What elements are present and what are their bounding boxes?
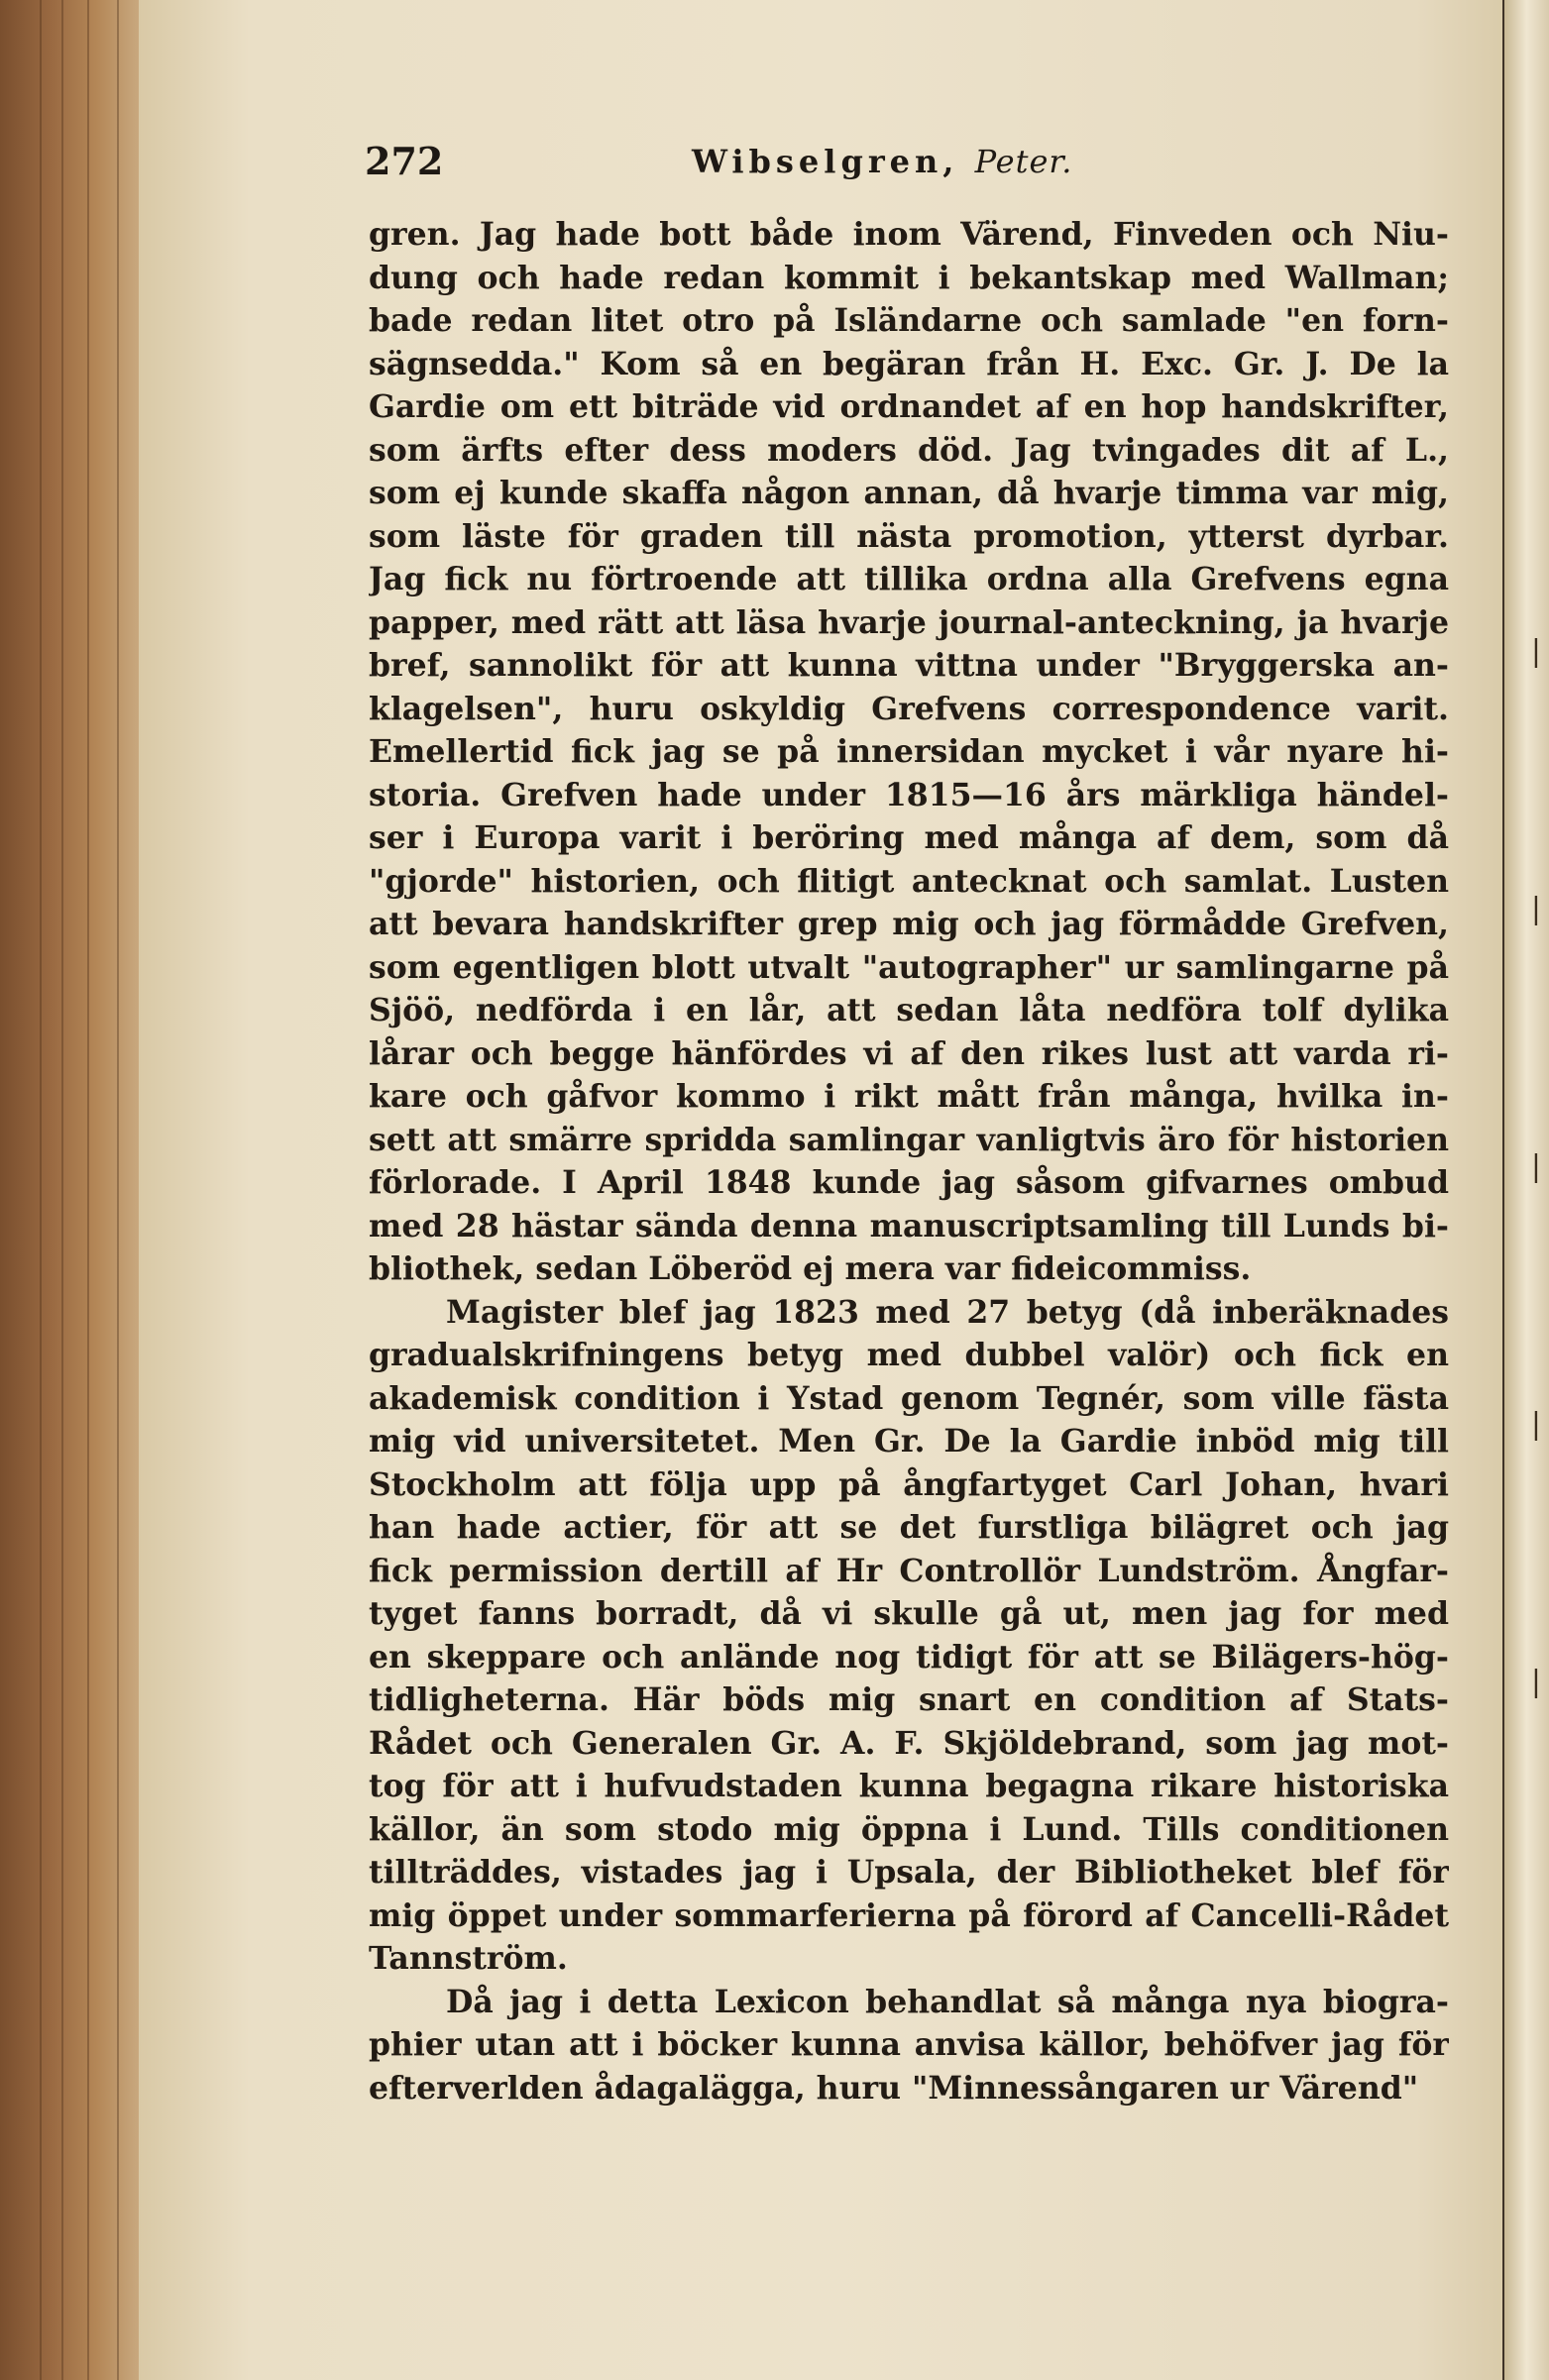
text-line: sett att smärre spridda samlingar vanligtvis äro för historien [369,1121,1449,1158]
text-line: Då jag i detta Lexicon behandlat så många nya biogra- [446,1983,1449,2020]
page-header [365,139,1475,198]
text-line: tog för att i hufvudstaden kunna begagna rikare historiska [369,1768,1449,1804]
text-line: Rådet och Generalen Gr. A. F. Skjöldebrand, som jag mot- [369,1724,1449,1762]
text-line: storia. Grefven hade under 1815—16 års märkliga händel- [369,776,1449,813]
text-line: gradualskrifningens betyg med dubbel valör) och fick en [369,1337,1449,1373]
edge-mark-icon: | [1530,1407,1541,1442]
text-line: Tannström. [369,1940,568,1977]
text-line: klagelsen", huru oskyldig Grefvens correspondence varit. [369,690,1449,727]
text-line: bliothek, sedan Löberöd ej mera var fideicommiss. [369,1250,1252,1287]
edge-mark-icon: | [1530,634,1541,669]
text-line: mig vid universitetet. Men Gr. De la Gardie inböd mig till [369,1423,1449,1460]
text-line: efterverlden ådagalägga, huru "Minnessångaren ur Värend" [369,2069,1419,2107]
running-title-surname: Wibselgren, [692,143,959,180]
text-line: med 28 hästar sända denna manuscriptsamling till Lunds bi- [369,1207,1449,1244]
text-line: dung och hade redan kommit i bekantskap med Wallman; [369,259,1449,296]
body-text [369,213,1449,2110]
text-line: phier utan att i böcker kunna anvisa källor, behöfver jag för [369,2026,1449,2063]
text-line: som egentligen blott utvalt "autographer" ur samlingarne på [369,948,1449,986]
text-line: gren. Jag hade bott både inom Värend, Finveden och Niu- [369,216,1449,253]
text-line: mig öppet under sommarferierna på förord af Cancelli-Rådet [369,1896,1449,1934]
text-line: Magister blef jag 1823 med 27 betyg (då inberäknades [446,1293,1449,1331]
text-line: Stockholm att följa upp på ångfartyget Carl Johan, hvari [369,1465,1449,1503]
text-line: som ärfts efter dess moders död. Jag tvingades dit af L., [369,431,1449,469]
page-number: 272 [365,139,444,183]
text-line: lårar och begge hänfördes vi af den rikes lust att varda ri- [369,1034,1449,1072]
text-line: förlorade. I April 1848 kunde jag såsom gifvarnes ombud [369,1164,1449,1201]
text-line: Sjöö, nedförda i en lår, att sedan låta nedföra tolf dylika [369,992,1449,1028]
text-line: bade redan litet otro på Isländarne och samlade "en forn- [369,302,1449,339]
text-line: som ej kunde skaffa någon annan, då hvarje timma var mig, [369,475,1449,511]
edge-mark-icon: | [1530,1665,1541,1699]
edge-mark-icon: | [1530,892,1541,926]
text-line: akademisk condition i Ystad genom Tegnér, som ville fästa [369,1379,1449,1417]
text-line: Jag fick nu förtroende att tillika ordna alla Grefvens egna [369,561,1449,597]
book-spine-shadow [0,0,149,2380]
text-line: tidligheterna. Här böds mig snart en condition af Stats- [369,1681,1449,1718]
text-line: Gardie om ett biträde vid ordnandet af en hop handskrifter, [369,388,1449,425]
text-line: att bevara handskrifter grep mig och jag förmådde Grefven, [369,906,1449,942]
text-line: källor, än som stodo mig öppna i Lund. Tills conditionen [369,1810,1449,1848]
text-line: "gjorde" historien, och flitigt antecknat och samlat. Lusten [369,862,1449,900]
text-line: papper, med rätt att läsa hvarje journal-anteckning, ja hvarje [369,603,1449,641]
text-line: han hade actier, för att se det furstliga bilägret och jag [369,1509,1449,1546]
next-page-edge [1502,0,1549,2380]
text-line: kare och gåfvor kommo i rikt mått från många, hvilka in- [369,1078,1449,1115]
running-title-forename: Peter. [974,143,1073,180]
text-line: bref, sannolikt för att kunna vittna under "Bryggerska an- [369,647,1449,684]
text-line: fick permission dertill af Hr Controllör Lundström. Ångfar- [369,1552,1449,1589]
text-line: tillträddes, vistades jag i Upsala, der Bibliotheket blef för [369,1854,1449,1891]
text-line: ser i Europa varit i beröring med många af dem, som då [369,819,1449,856]
text-line: som läste för graden till nästa promotion, ytterst dyrbar. [369,517,1449,555]
text-line: Emellertid fick jag se på innersidan mycket i vår nyare hi- [369,733,1449,770]
running-title [692,143,1072,180]
text-line: tyget fanns borradt, då vi skulle gå ut, men jag for med [369,1595,1449,1632]
text-line: en skeppare och anlände nog tidigt för att se Bilägers-hög- [369,1638,1449,1676]
text-line: sägnsedda." Kom så en begäran från H. Exc. Gr. J. De la [369,345,1449,382]
edge-mark-icon: | [1530,1149,1541,1184]
